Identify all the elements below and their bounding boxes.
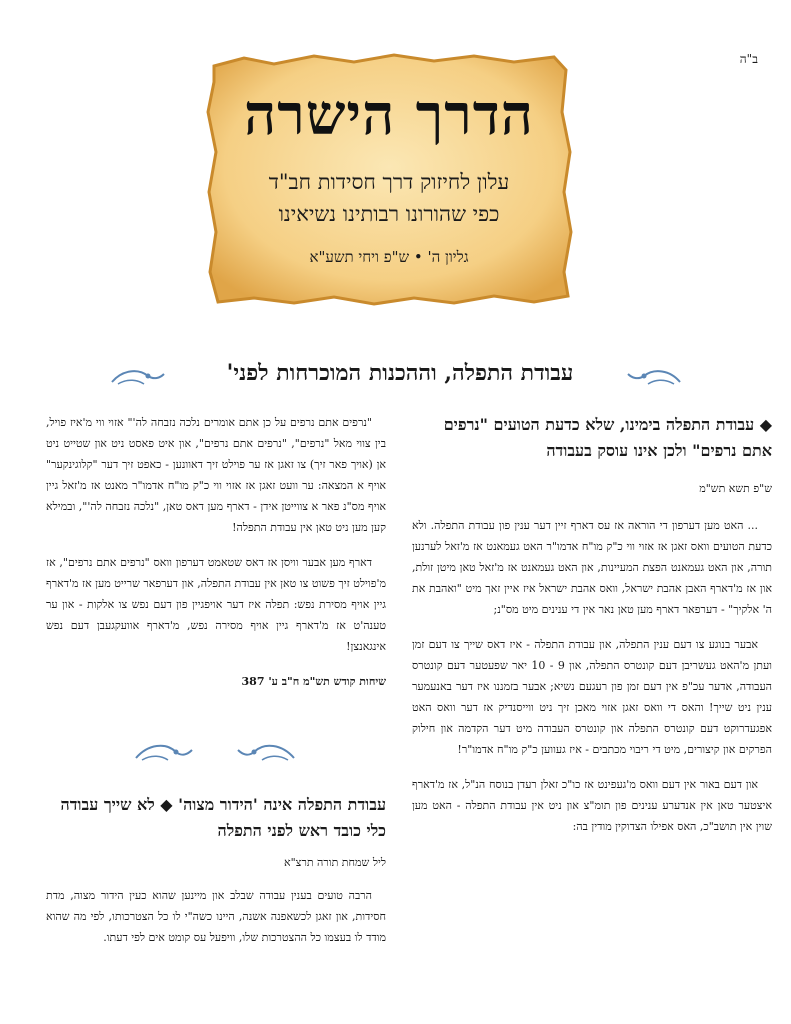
paragraph: ... האט מען דערפון די הוראה אז עס דארף זיין דער ענין פון עבודת התפלה. ולא כדעת הטועים וואס זאגן אז אזוי ווי כ"ק מו"ח אדמו"ר האט געמאנט אז מ'זאל לערנען תורה, און האט געמאנט הפצת המעיינות, און האט געמאנט אז מ'זאל טאן מיטן זולת, און אז מ'דארף האבן אהבת ישראל, וואס אהבת ישראל איז איין זאך מיט "ואהבת את ה' אלקיך" - דערפאר דארף מען טאן נאר אין די ענינים מיט מס"נ; bbox=[412, 519, 772, 616]
issue-label: גליון ה' • ש"פ ויחי תשע"א bbox=[309, 248, 469, 266]
flourish-ornament-icon bbox=[130, 738, 300, 768]
masthead-subtitle: עלון לחיזוק דרך חסידות חב"ד bbox=[268, 170, 510, 194]
left-section-2 bbox=[46, 792, 386, 948]
source-citation: שיחות קודש תש"מ ח"ב ע' 387 bbox=[241, 675, 386, 688]
flourish-ornament-icon bbox=[624, 364, 684, 390]
paragraph: און דעם באור אין דעם וואס מ'געפינט אז כו"כ זאלן רעדן בנוסח הנ"ל, אז מ'דארף איצטער טאן אין אנדערע ענינים פון תומ"צ און ניט אין עבודת התפלה - האט מען שוין אין תושב"כ, האס אפילו הצדוקין מודין בה: bbox=[412, 778, 772, 833]
paragraph: הרבה טועים בענין עבודה שבלב און מיינען שהוא כעין הידור מצוה, מדת חסידות, און זאגן לכשאפנה אשנה, היינו כשה"י לו כל הצטרכותו, לפי מה שהוא מודד לו בעצמו כל ההצטרכות שלו, וויפעל עס קומט אים לפי דעתו. bbox=[46, 889, 386, 944]
paragraph: דארף מען אבער וויסן אז דאס שטאמט דערפון וואס "נרפים אתם נרפים", אז מ'פוילט זיך פשוט צו טאן אין עבודת התפלה, און דערפאר שרייט מען אז מ'דארף גיין אויף מסירת נפש: תפלה איז דער אויפגיין פון דעם נפש צו אלקות - און ער טענה'ט אז מ'דארף גיין אויף מסירה נפש, מ'דארף אוועקגעבן דעם נפש אינגאנצן! bbox=[46, 556, 386, 653]
flourish-ornament-icon bbox=[108, 364, 168, 390]
paragraph: אבער בנוגע צו דעם ענין התפלה, און עבודת התפלה - איז דאס שייך צו דעם זמן ועתן מ'האט געשריבן דעם קונטרס התפלה, און 9 - 10 יאר שפעטער דעם קונטרס העבודה, אדער עכ"פ אין דעם זמן פון רעגעם נשיא; אבער בזמננו איז דער באנעמער ענין ניט שייך! והאס די וואס זאגן אזוי מאכן זיך ניט ווייסנדיק אז דער וואס האט אפגעדרוקט דעם קונטרס התפלה און קונטרס העבודה מיט דער הקדמה און חילוק הפרקים און קיצורים, מיט די ריבוי מכתבים - איז געווען כ"ק מו"ח אדמו"ר! bbox=[412, 638, 773, 756]
dateline: ש"פ תשא תש"מ bbox=[699, 482, 772, 495]
masthead bbox=[204, 52, 574, 306]
right-column bbox=[412, 412, 772, 851]
masthead-subtitle: כפי שהורונו רבותינו נשיאינו bbox=[278, 202, 500, 226]
paragraph: "נרפים אתם נרפים על כן אתם אומרים נלכה נזבחה לה'" אזוי ווי מ'איז פויל, בין צווי מאל "נרפים", "נרפים אתם נרפים", און איט פאסט ניט און שטייט ניט אן (אויך פאר זיך) צו זאגן אז ער פוילט זיך דאוונען - כאפט זיך דער "קלוגינקער" אויף א המצאה: ער וועט זאגן אז אזוי ווי כ"ק מו"ח אדמו"ר מאנט אז מ'זאל גיין אויף מס"נ פאר א צווייטן אידן - דארף מען דאס טאן, "נלכה נזבחה לה'", ובמילא קען מען ניט טאן אין עבודת התפלה! bbox=[46, 416, 386, 534]
left-column bbox=[46, 412, 386, 692]
section-title: ◆ עבודת התפלה בימינו, שלא כדעת הטועים "נרפים אתם נרפים" ולכן אינו עוסק בעבודה bbox=[443, 415, 772, 460]
page-number: ב"ה bbox=[739, 52, 758, 66]
main-heading: עבודת התפלה, וההכנות המוכרחות לפני' bbox=[226, 360, 574, 386]
section-title: עבודת התפלה אינה 'הידור מצוה' ◆ לא שייך עבודה כלי כובד ראש לפני התפלה bbox=[60, 795, 386, 840]
dateline: ליל שמחת תורה תרצ"א bbox=[284, 856, 386, 869]
masthead-title: הדרך הישרה bbox=[244, 82, 534, 148]
